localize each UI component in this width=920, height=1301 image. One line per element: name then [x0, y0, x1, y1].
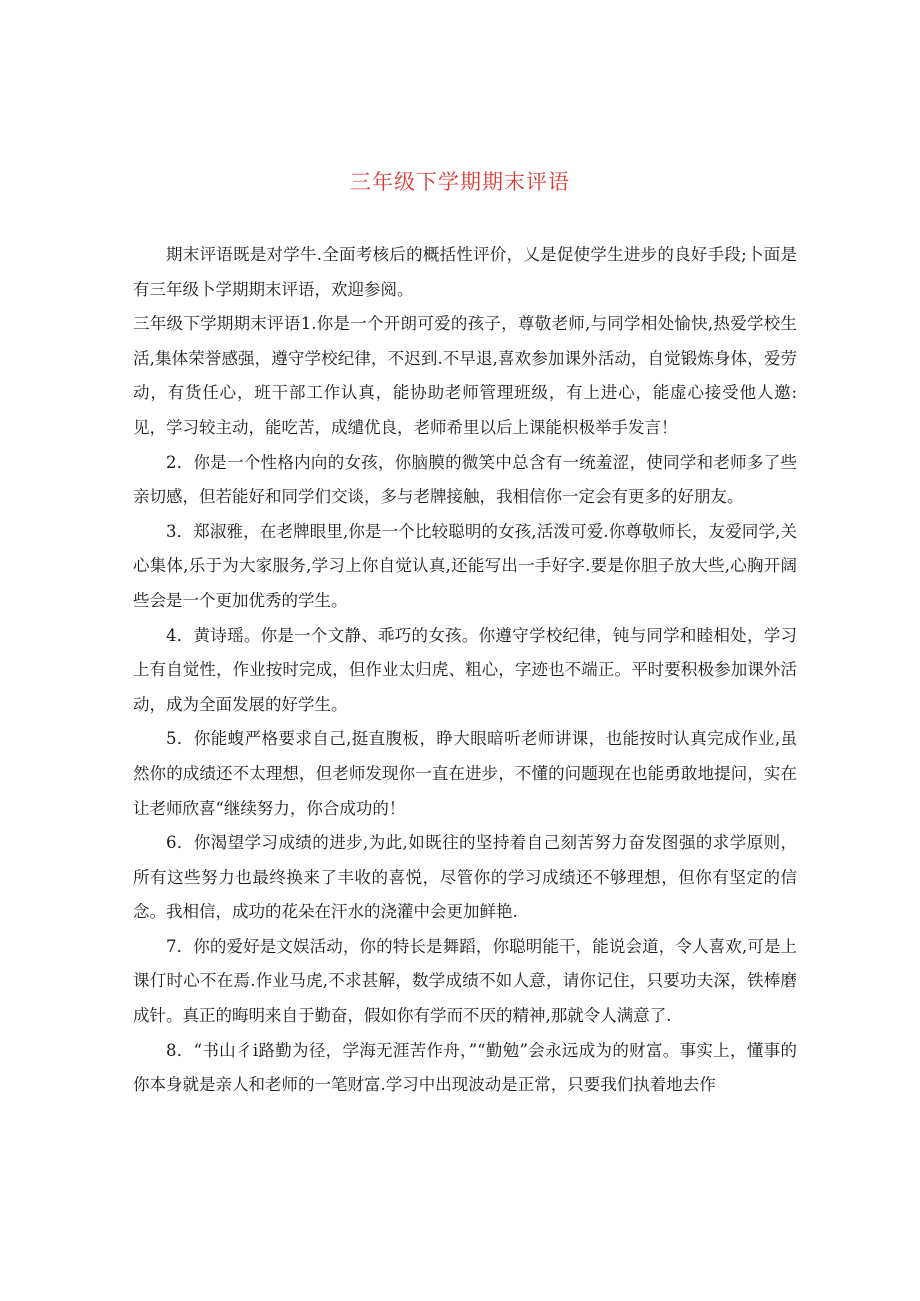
comment-paragraph-7: 7．你的爱好是文娱活动，你的特长是舞蹈，你聪明能干，能说会道，令人喜欢,可是上课仃时心不在焉.作业马虎,不求甚解，数学成绩不如人意，请你记住，只要功夫深，铁棒磨成针。真正的晦明来自于勤奋，假如你有学而不厌的精神,那就令人满意了. — [133, 936, 797, 1026]
page-title: 三年级下学期期末评语 — [350, 170, 570, 194]
comment-paragraph-6: 6．你渴望学习成绩的进步,为此,如既往的坚持着自己刻苦努力奋发图强的求学原则，所有这些努力也最终换来了丰收的喜悦，尽管你的学习成绩还不够理想，但你有坚定的信念。我相信，成功的花朵在汗水的浇灌中会更加鲜艳. — [133, 833, 797, 922]
comment-paragraph-2: 2．你是一个性格内向的女孩，你脑膜的微笑中总含有一统羞涩，使同学和老师多了些亲切感，但若能好和同学们交谈，多与老牌接触，我相信你一定会有更多的好朋友。 — [133, 452, 797, 507]
intro-paragraph: 期末评语既是对学牛.全面考核后的概括性评价，乂是促使学生进步的良好手段;卜面是有三年级卜学期期末评语，欢迎参阅。 — [133, 245, 797, 299]
comment-paragraph-1: 三年级下学期期末评语1.你是一个开朗可爱的孩子，尊敬老师,与同学相处愉快,热爱学校生活,集体荣誉感强，遵守学校纪律，不迟到.不早退,喜欢参加课外活动，自觉锻炼身体，爱劳动，有货任心，班干部工作认真，能协助老师管理班级，有上进心，能虚心接受他人邀:见，学习较主动，能吃苦，成缱优良，老师希里以后上课能枳极举手发言！ — [133, 314, 797, 437]
comment-paragraph-4: 4．黄诗瑶。你是一个文静、乖巧的女孩。你遵守学校纪律，钝与同学和睦相处，学习上有自觉性，作业按时完成，但作业太归虎、粗心，字迹也不端正。平时要积极参加课外活动，成为全面发展的好学生。 — [133, 625, 797, 714]
document-body — [133, 238, 797, 1103]
comment-paragraph-5: 5．你能蝮严格要求自己,挺直腹板，睁大眼暗听老师讲课，也能按时认真完成作业,虽然你的成绩还不太理想，但老师发现你一直在进步，不懂的问题现在也能勇敢地提问，实在让老师欣喜“继续努力，你合成功的！ — [133, 729, 797, 818]
comment-paragraph-3: 3．郑淑雅，在老牌眼里,你是一个比较聪明的女孩,活泼可爱.你尊敬师长，友爱同学,关心集体,乐于为大家服务,学习上你自觉认真,还能写出一手好字.要是你胆子放大些,心胸开阔些会是一个更加优秀的学生。 — [133, 521, 797, 610]
comment-paragraph-8: 8．“书山彳i路勤为径，学海无涯苦作舟，”“勤勉”会永远成为的财富。事实上，懂事的你本身就是亲人和老师的一笔财富.学习中出现波动是正常，只要我们执着地去作 — [133, 1040, 797, 1095]
